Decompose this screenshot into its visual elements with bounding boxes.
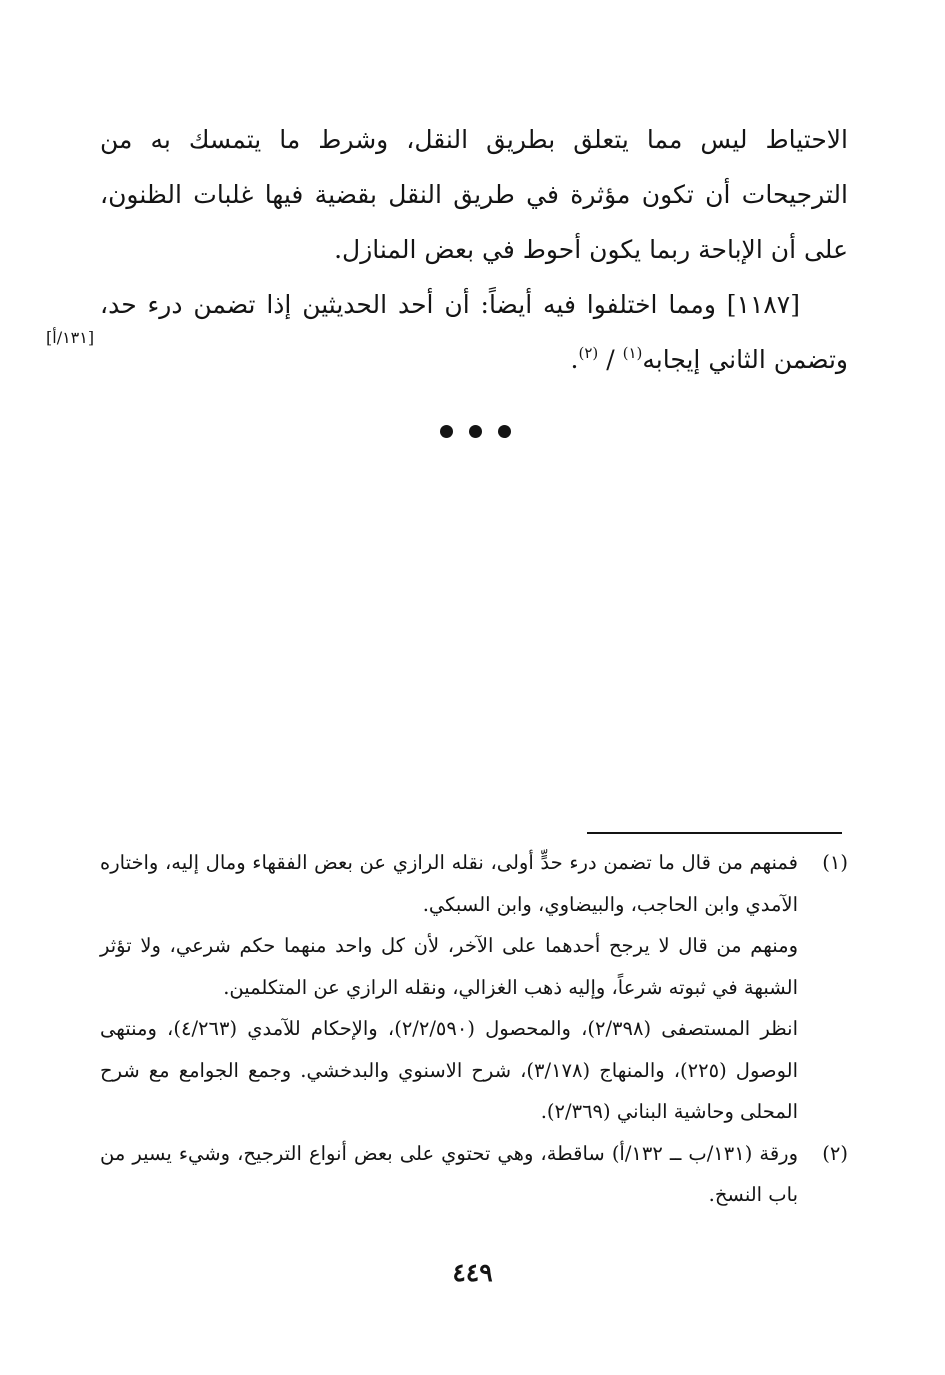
paragraph-1: الاحتياط ليس مما يتعلق بطريق النقل، وشرط ما يتمسك به من الترجيحات أن تكون مؤثرة في طريق النقل بقضية فيها غلبات الظنون، على أن الإباحة ربما يكون أحوط في بعض المنازل. [100, 125, 848, 264]
footnotes [100, 842, 848, 1216]
separator-dot [498, 425, 511, 438]
main-text [100, 112, 848, 387]
paragraph-2 [100, 277, 848, 387]
footnote-ref-1: (١) [622, 344, 643, 362]
paragraph-2-end: . [570, 345, 579, 374]
separator-dot [469, 425, 482, 438]
footnote-number: (٢) [822, 1141, 848, 1165]
footnote-body [100, 842, 798, 1133]
section-separator [440, 425, 511, 438]
footnote-2 [100, 1133, 848, 1216]
page-number: ٤٤٩ [452, 1258, 493, 1287]
footnote-paragraph: انظر المستصفى (٢/٣٩٨)، والمحصول (٢/٢/٥٩٠)، والإحكام للآمدي (٤/٢٦٣)، ومنتهى الوصول (٢٢٥)، والمنهاج (٣/١٧٨)، شرح الاسنوي والبدخشي. وجمع الجوامع مع شرح المحلى وحاشية البناني (٢/٣٦٩). [100, 1017, 799, 1123]
footnote-rule [587, 832, 842, 834]
paragraph-2-text: [١١٨٧] ومما اختلفوا فيه أيضاً: أن أحد الحديثين إذا تضمن درء حد، وتضمن الثاني إيجابه [100, 290, 848, 374]
footnote-paragraph: ورقة (١٣١/ب ــ ١٣٢/أ) ساقطة، وهي تحتوي على بعض أنواع الترجيح، وشيء يسير من باب النسخ. [100, 1141, 798, 1206]
separator-dot [440, 425, 453, 438]
footnote-1 [100, 842, 848, 1133]
footnote-paragraph: فمنهم من قال ما تضمن درء حدٍّ أولى، نقله الرازي عن بعض الفقهاء ومال إليه، واختاره الآمدي وابن الحاجب، والبيضاوي، وابن السبكي. [100, 851, 798, 916]
footnote-body [100, 1133, 798, 1216]
footnote-number: (١) [822, 851, 848, 874]
footnote-ref-2: (٢) [578, 344, 599, 362]
margin-folio-note: [١٣١/أ] [46, 328, 95, 347]
folio-separator: / [598, 345, 623, 374]
footnote-paragraph: ومنهم من قال لا يرجح أحدهما على الآخر، لأن كل واحد منهما حكم شرعي، ولا تؤثر الشبهة في ثبوته شرعاً، وإليه ذهب الغزالي، ونقله الرازي عن المتكلمين. [100, 934, 798, 999]
